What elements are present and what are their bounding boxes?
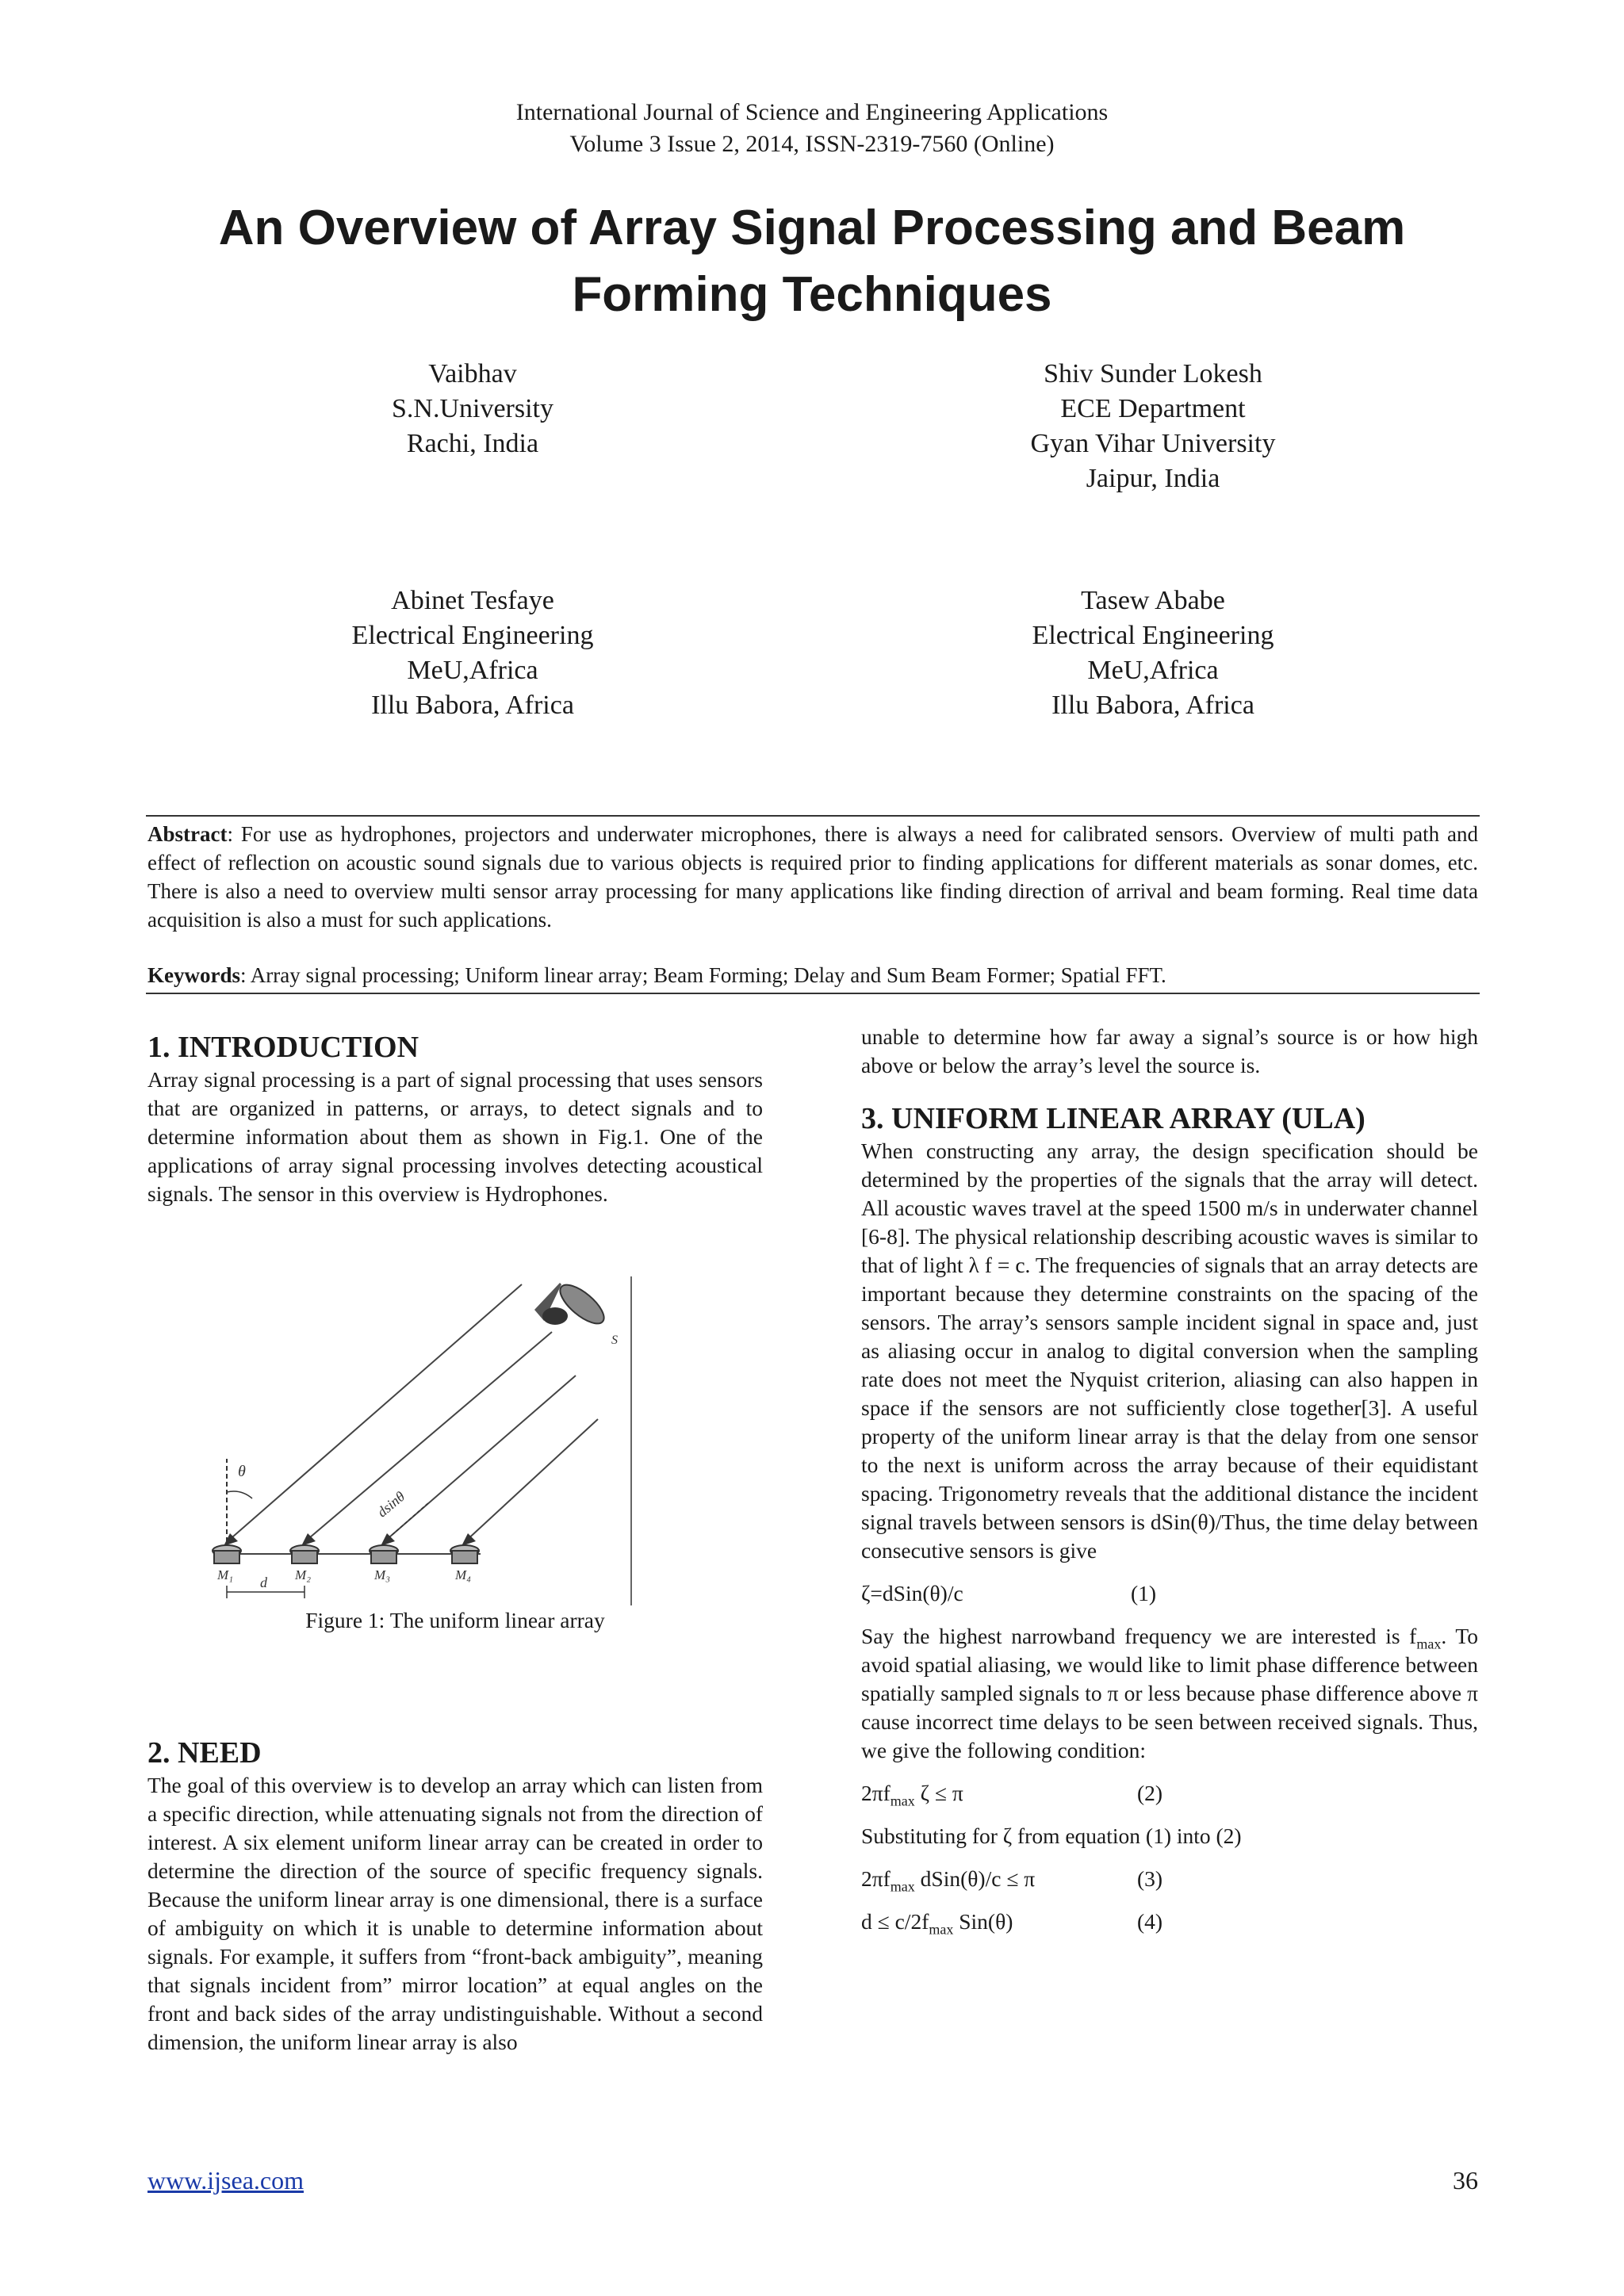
theta-label: θ xyxy=(238,1463,246,1480)
equation-4-a: d ≤ c/2f xyxy=(861,1909,929,1934)
subscript-max: max xyxy=(890,1878,915,1895)
author-block-2 xyxy=(875,357,1431,496)
dsin-label: dsinθ xyxy=(373,1488,408,1521)
keywords-bottom-rule xyxy=(146,993,1480,994)
sensor-m1 xyxy=(213,1545,241,1563)
section-2-body: The goal of this overview is to develop an array which can listen from a specific direction, while attenuating signals not from the direction of interest. A six element uniform linear array can be created in order to determine the direction of the source of specific frequency signals. Because the uniform linear array is one dimensional, there is a surface of ambiguity on which it is unable to determine information about signals. For example, it suffers from “front-back ambiguity”, meaning that signals incident from” mirror location” at equal angles on the front and back sides of the array undistinguishable. Without a second dimension, the uniform linear array is also xyxy=(147,1773,763,2054)
keywords-text: : Array signal processing; Uniform linear array; Beam Forming; Delay and Sum Beam Former; Spatial FFT. xyxy=(240,963,1166,987)
abstract-text: : For use as hydrophones, projectors and underwater microphones, there is always a need for calibrated sensors. Overview of multi path and effect of reflection on acoustic sound signals due to various objects is required prior to finding applications for different materials as sonar domes, etc. There is also a need to overview multi sensor array processing for many applications like finding direction of arrival and beam forming. Real time data acquisition is also a must for such applications. xyxy=(147,822,1478,932)
source-speaker xyxy=(534,1278,610,1330)
sensor-label-m4: M₄ xyxy=(455,1567,472,1582)
equation-3-number: (3) xyxy=(1137,1866,1163,1891)
equation-2-number: (2) xyxy=(1137,1781,1163,1805)
author-block-1 xyxy=(195,357,750,461)
author-location-2: Illu Babora, Africa xyxy=(371,691,574,720)
sensor-label-m2: M₂ xyxy=(295,1567,312,1582)
equation-4-number: (4) xyxy=(1137,1909,1163,1934)
abstract-label: Abstract xyxy=(147,822,228,846)
aliasing-paragraph xyxy=(861,1622,1478,1765)
aliasing-text-a: Say the highest narrowband frequency we are interested is f xyxy=(861,1624,1417,1648)
subscript-max: max xyxy=(1416,1636,1442,1652)
keywords-label: Keywords xyxy=(147,963,240,987)
sensor-m2 xyxy=(290,1545,319,1563)
right-column xyxy=(861,1023,1478,1936)
equation-3-a: 2πf xyxy=(861,1866,891,1891)
figure-1-caption: Figure 1: The uniform linear array xyxy=(305,1608,605,1632)
paper-title xyxy=(127,195,1497,328)
sensor-label-m3: M₃ xyxy=(374,1567,391,1582)
abstract-top-rule xyxy=(146,815,1480,817)
footer-website-link[interactable]: www.ijsea.com xyxy=(147,2166,304,2195)
author-affiliation: ECE Department xyxy=(1060,394,1246,423)
equation-2 xyxy=(861,1779,1478,1808)
author-name: Shiv Sunder Lokesh xyxy=(1044,359,1262,388)
author-location-2: Jaipur, India xyxy=(1086,464,1220,493)
author-location: MeU,Africa xyxy=(1087,656,1219,685)
section-3-heading: 3. UNIFORM LINEAR ARRAY (ULA) xyxy=(861,1102,1365,1135)
section-1-heading: 1. INTRODUCTION xyxy=(147,1031,419,1064)
sensor-m3 xyxy=(370,1545,398,1563)
keywords xyxy=(147,961,1478,989)
section-3-body: When constructing any array, the design specification should be determined by the properties of the signals that the array will detect. All acoustic waves travel at the speed 1500 m/s in underwater channel [6-8]. The physical relationship describing acoustic waves is similar to that of light λ f = c. The frequencies of signals that an array detects are important because they determine constraints on the spacing of the sensors. The array’s sensors sample incident signal in space and, just as aliasing occur in analog to digital conversion when the sampling rate does not meet the Nyquist criterion, aliasing can also happen in space if the sensors are not sufficiently close together[3]. A useful property of the uniform linear array is that the delay from one sensor to the next is uniform across the array because of their equidistant spacing. Trigonometry reveals that the additional distance the incident signal travels between sensors is dSin(θ)/Thus, the time delay between consecutive sensors is give xyxy=(861,1138,1478,1563)
equation-3 xyxy=(861,1865,1478,1893)
equation-2-a: 2πf xyxy=(861,1781,891,1805)
equation-1 xyxy=(861,1579,1478,1608)
subscript-max: max xyxy=(929,1921,954,1938)
equation-1-number: (1) xyxy=(1131,1581,1157,1605)
author-location-2: Illu Babora, Africa xyxy=(1051,691,1254,720)
sensor-m4 xyxy=(450,1545,479,1563)
section-2-heading: 2. NEED xyxy=(147,1736,262,1770)
equation-1-expr: ζ=dSin(θ)/c xyxy=(861,1581,963,1605)
author-block-4 xyxy=(875,584,1431,723)
section-2-continued: unable to determine how far away a signal’s source is or how high above or below the array’s level the source is. xyxy=(861,1024,1478,1077)
title-line-1: An Overview of Array Signal Processing and Beam xyxy=(218,201,1406,255)
author-block-3 xyxy=(195,584,750,723)
angle-arc xyxy=(227,1491,252,1498)
abstract xyxy=(147,820,1478,934)
figure-1-uniform-linear-array xyxy=(203,1269,647,1609)
equation-4-b: Sin(θ) xyxy=(953,1909,1013,1934)
equation-4 xyxy=(861,1908,1478,1936)
author-location: Gyan Vihar University xyxy=(1030,429,1276,458)
ray-arrowheads xyxy=(224,1533,476,1546)
author-affiliation: S.N.University xyxy=(392,394,553,423)
author-affiliation: Electrical Engineering xyxy=(351,621,594,650)
equation-3-b: dSin(θ)/c ≤ π xyxy=(914,1866,1036,1891)
spacing-label: d xyxy=(260,1575,267,1590)
page-number: 36 xyxy=(1453,2166,1478,2195)
journal-volume: Volume 3 Issue 2, 2014, ISSN-2319-7560 (Online) xyxy=(569,131,1055,157)
subscript-max: max xyxy=(890,1793,915,1809)
sensor-label-m1: M₁ xyxy=(217,1567,234,1582)
author-name: Abinet Tesfaye xyxy=(391,586,554,615)
source-label: S xyxy=(611,1334,618,1347)
author-location: Rachi, India xyxy=(406,429,539,458)
author-name: Vaibhav xyxy=(428,359,517,388)
author-affiliation: Electrical Engineering xyxy=(1032,621,1274,650)
substitution-text: Substituting for ζ from equation (1) into (2) xyxy=(861,1823,1242,1848)
title-line-2: Forming Techniques xyxy=(572,267,1052,322)
equation-2-b: ζ ≤ π xyxy=(914,1781,963,1805)
left-column-bottom xyxy=(147,1735,763,2057)
aliasing-text-b: . To avoid spatial aliasing, we would like to limit phase difference between spatially sampled signals to π or less because phase difference above π cause incorrect time delays to be seen between received signals. Thus, we give the following condition: xyxy=(861,1624,1478,1762)
section-1-body: Array signal processing is a part of signal processing that uses sensors that are organized in patterns, or arrays, to detect signals and to determine information about them as shown in Fig.1. One of the applications of array signal processing involves detecting acoustical signals. The sensor in this overview is Hydrophones. xyxy=(147,1067,763,1206)
author-location: MeU,Africa xyxy=(407,656,538,685)
journal-name: International Journal of Science and Engineering Applications xyxy=(515,99,1109,125)
left-column-top xyxy=(147,1029,763,1208)
author-name: Tasew Ababe xyxy=(1081,586,1225,615)
incident-rays xyxy=(227,1284,598,1542)
